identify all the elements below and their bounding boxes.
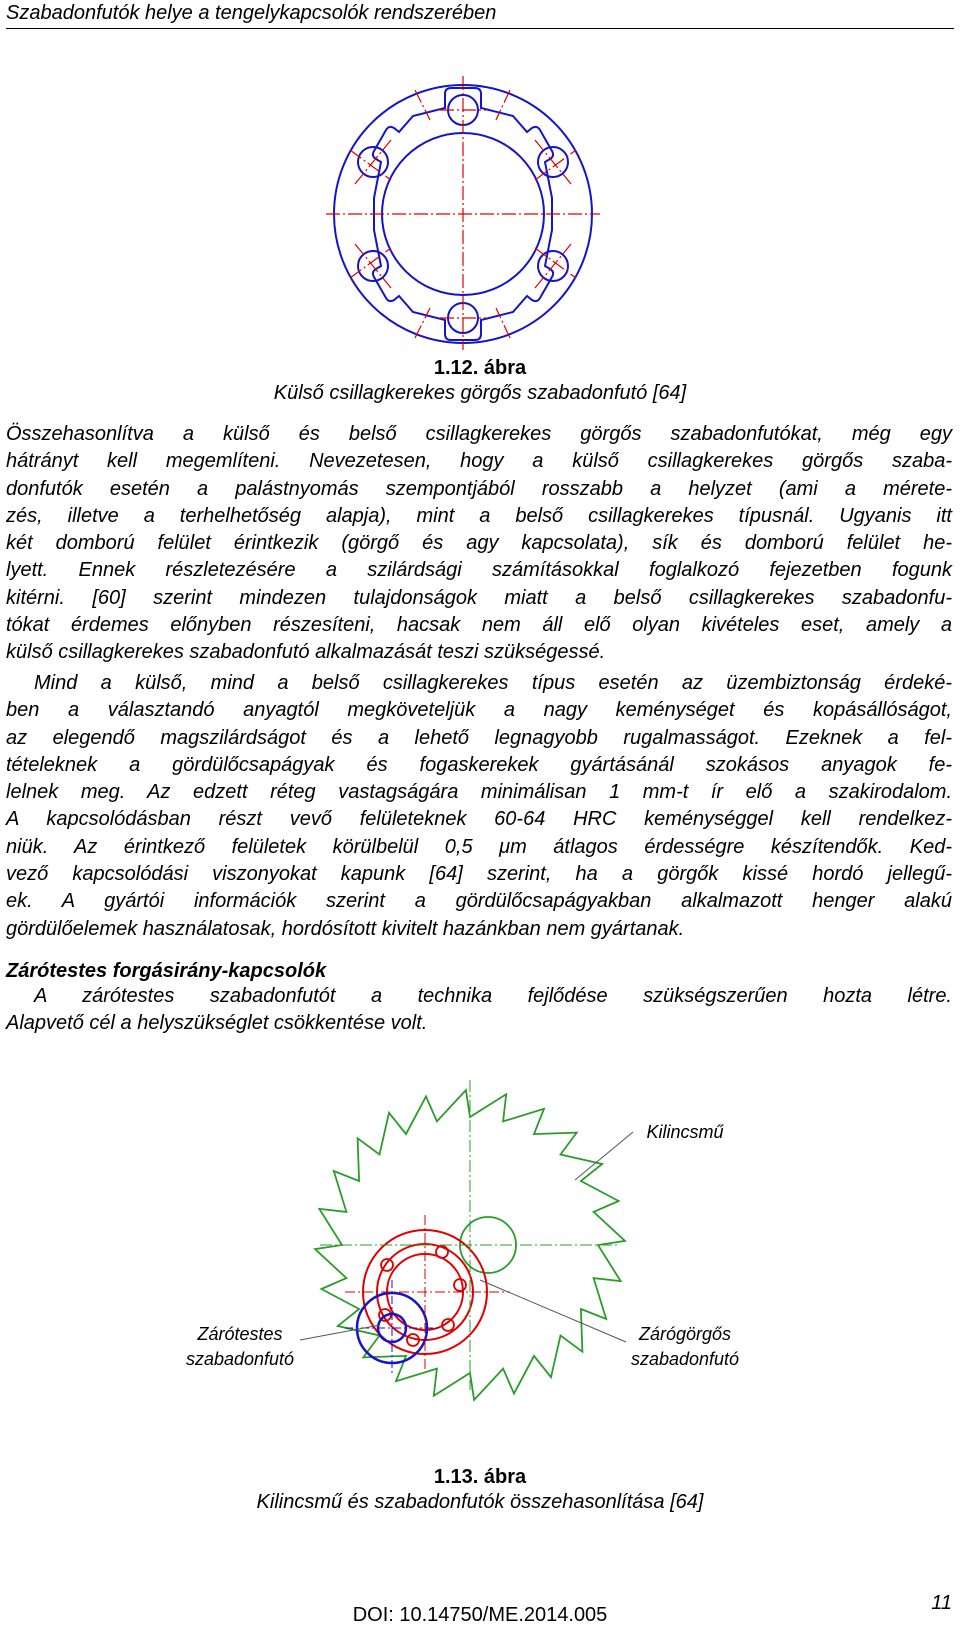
text-line: tókat érdemes előnyben részesíteni, hacsak nem áll elő olyan kivételes eset, amely a (6, 614, 952, 637)
figure-1-13-caption: Kilincsmű és szabadonfutók összehasonlítása [64] (256, 1491, 704, 1513)
figure-1-12-drawing (320, 70, 605, 350)
section-paragraph (6, 983, 952, 1038)
paragraph-2 (6, 670, 952, 943)
text-line: vező kapcsolódási viszonyokat kapunk [64] szerint, ha a görgők kissé hordó jellegű- (6, 863, 952, 886)
label-zarotestes-line1: Zárótestes (197, 1324, 283, 1344)
text-line: tételeknek a gördülőcsapágyak és fogaskerekek gyártásánál szokásos anyagok fe- (6, 753, 952, 776)
text-line: lyett. Ennek részletezésére a szilárdsági számításokkal foglalkozó fejezetben fogunk (6, 559, 952, 582)
text-line: külső csillagkerekes szabadonfutó alkalmazását teszi szükségessé. (6, 641, 606, 664)
page-header (6, 0, 954, 29)
doi-footer: DOI: 10.14750/ME.2014.005 (352, 1604, 608, 1626)
text-line: két domború felület érintkezik (görgő és agy kapcsolata), sík és domború felület he- (6, 532, 952, 555)
text-line: Összehasonlítva a külső és belső csillagkerekes görgős szabadonfutókat, még egy (6, 423, 952, 445)
text-line: A kapcsolódásban részt vevő felületeknek 60-64 HRC keménységgel kell rendelkez- (6, 808, 952, 831)
label-zarotestes-line2: szabadonfutó (185, 1349, 295, 1369)
figure-1-12-caption: Külső csillagkerekes görgős szabadonfutó [64] (273, 382, 687, 404)
text-line: niük. Az érintkező felületek körülbelül 0,5 μm átlagos érdességre készítendők. Ked- (6, 835, 952, 858)
text-line: ek. A gyártói információk szerint a gördülőcsapágyakban alkalmazott henger alakú (6, 890, 952, 913)
figure-1-13-number: 1.13. ábra (433, 1466, 527, 1488)
text-line: lelnek meg. Az edzett réteg vastagságára minimálisan 1 mm-t ír elő a szakirodalom. (6, 781, 952, 804)
section-heading: Zárótestes forgásirány-kapcsolók (6, 960, 327, 982)
label-zarogorgos-line1: Zárógörgős (638, 1324, 732, 1344)
text-line: Mind a külső, mind a belső csillagkerekes típus esetén az üzembiztonság érdeké- (34, 672, 952, 694)
page-number: 11 (931, 1592, 952, 1614)
label-kilincsmu: Kilincsmű (646, 1122, 724, 1142)
paragraph-1 (6, 421, 952, 667)
text-line: gördülőelemek használatosak, hordósított kivitelt hazánkban nem gyártanak. (6, 917, 685, 940)
text-line: donfutók esetén a palástnyomás szempontjából rosszabb a helyzet (ami a mérete- (6, 477, 952, 500)
text-line: ben a választandó anyagtól megköveteljük a nagy keménységet és kopásállóságot, (6, 699, 952, 722)
text-line: zés, illetve a terhelhetőség alapja), mint a belső csillagkerekes típusnál. Ugyanis itt (6, 504, 952, 527)
text-line: az elegendő magszilárdságot és a lehető legnagyobb rugalmasságot. Ezeknek a fel- (6, 726, 952, 749)
header-title: Szabadonfutók helye a tengelykapcsolók rendszerében (6, 2, 497, 24)
figure-1-12-number: 1.12. ábra (433, 357, 527, 379)
label-zarogorgos-line2: szabadonfutó (630, 1349, 740, 1369)
text-line: kitérni. [60] szerint mindezen tulajdonságok miatt a belső csillagkerekes szabadonfu- (6, 586, 952, 609)
text-line: Alapvető cél a helyszükséglet csökkentése volt. (6, 1012, 428, 1035)
text-line: hátrányt kell megemlíteni. Nevezetesen, hogy a külső csillagkerekes görgős szaba- (6, 450, 952, 473)
text-line: A zárótestes szabadonfutót a technika fejlődése szükségszerűen hozta létre. (34, 985, 952, 1007)
